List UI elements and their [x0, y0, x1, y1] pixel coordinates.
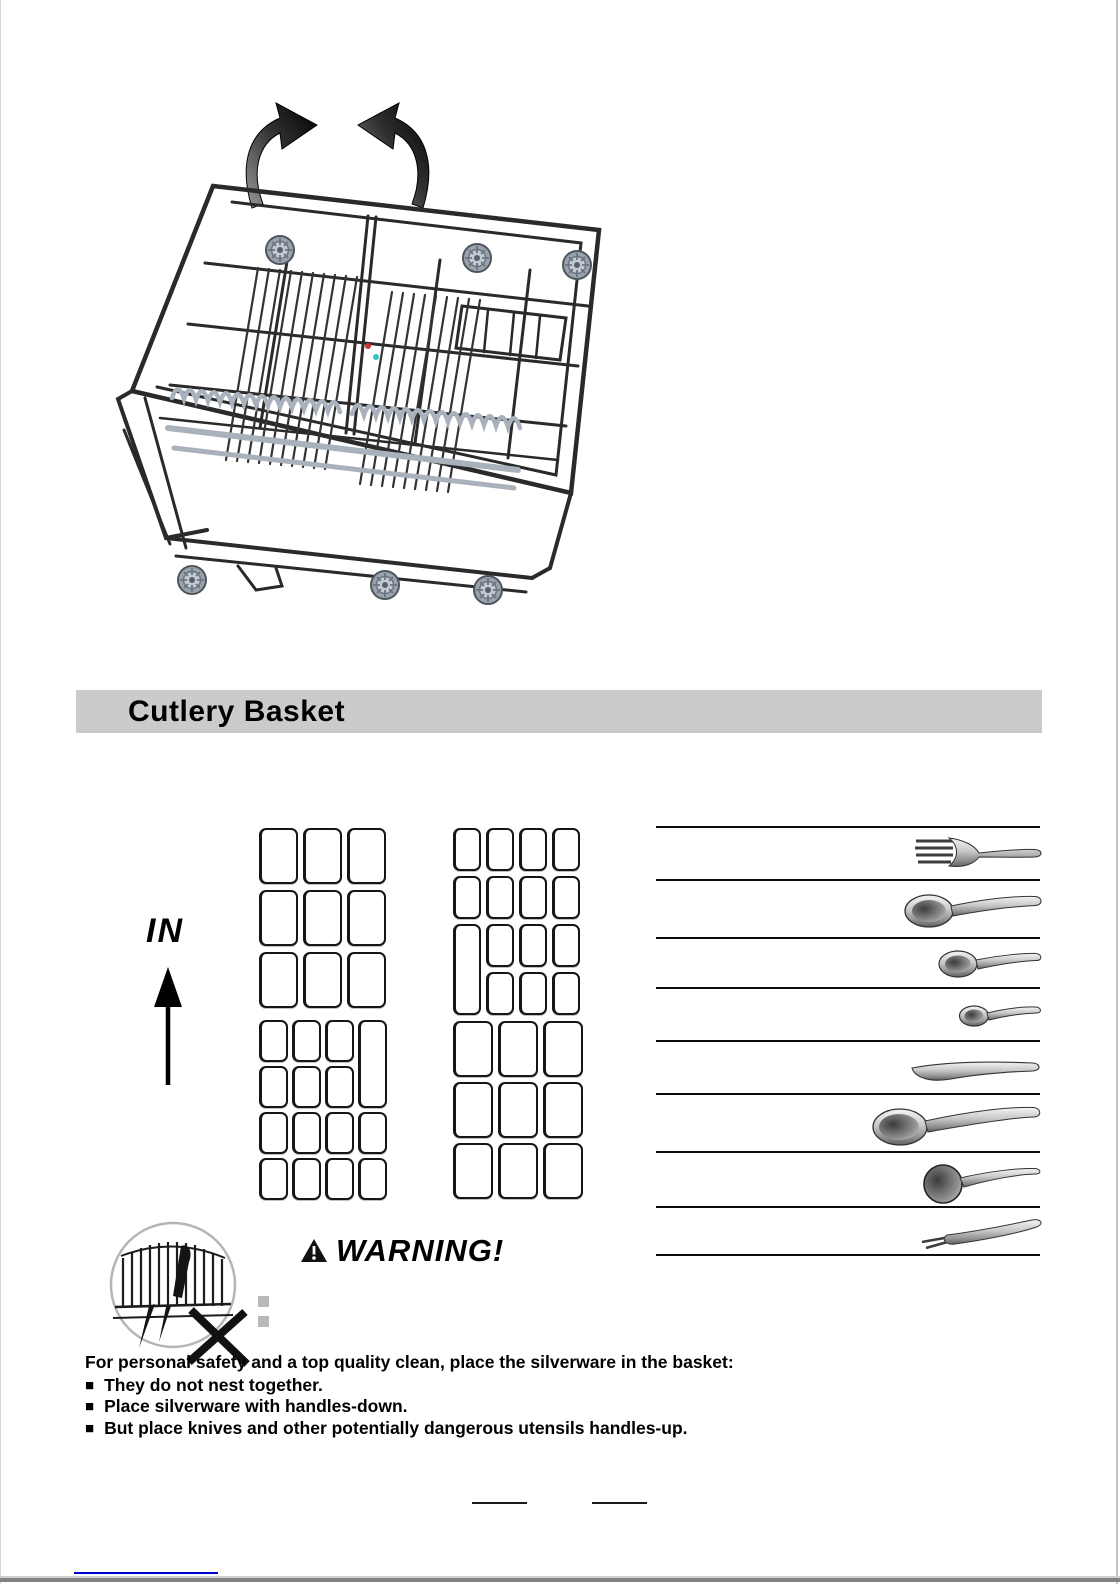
basket-compartment — [292, 1158, 321, 1200]
basket-compartment — [552, 972, 580, 1015]
basket-compartment — [453, 924, 481, 1015]
basket-grid-right-top — [453, 828, 580, 1015]
cad-marker-cyan — [373, 354, 379, 360]
basket-grid-right-bottom — [453, 1021, 583, 1199]
basket-compartment — [358, 1020, 387, 1108]
basket-compartment — [292, 1066, 321, 1108]
instruction-text: Place silverware with handles-down. — [104, 1396, 408, 1416]
rack-wheel — [266, 236, 294, 264]
divider-line — [592, 1502, 647, 1504]
rack-wheel — [474, 576, 502, 604]
basket-compartment — [453, 876, 481, 919]
warning-triangle-icon — [300, 1238, 328, 1264]
instruction-item — [85, 1396, 845, 1418]
basket-compartment — [358, 1158, 387, 1200]
basket-compartment — [259, 1112, 288, 1154]
basket-compartment — [325, 1158, 354, 1200]
basket-compartment — [259, 1158, 288, 1200]
basket-compartment — [486, 828, 514, 871]
basket-compartment — [303, 828, 342, 884]
cutlery-row — [656, 1093, 1040, 1151]
basket-compartment — [453, 1082, 493, 1138]
knife-icon — [907, 1050, 1045, 1086]
basket-compartment — [347, 890, 386, 946]
fold-arrow-right-icon — [358, 103, 429, 208]
basket-compartment — [292, 1112, 321, 1154]
basket-compartment — [259, 890, 298, 946]
basket-compartment — [498, 1143, 538, 1199]
basket-compartment — [303, 952, 342, 1008]
basket-compartment — [259, 1020, 288, 1062]
page-border-bottom — [0, 1578, 1120, 1582]
basket-compartment — [259, 1066, 288, 1108]
basket-compartment — [498, 1082, 538, 1138]
bullet-square-icon: ■ — [85, 1398, 95, 1415]
rack-wheel — [371, 571, 399, 599]
basket-compartment — [543, 1082, 583, 1138]
cad-marker-red — [365, 343, 371, 349]
rack-wheel — [178, 566, 206, 594]
basket-compartment — [486, 972, 514, 1015]
basket-compartment — [486, 924, 514, 967]
cutlery-row — [656, 879, 1040, 937]
basket-compartment — [486, 876, 514, 919]
basket-compartment — [325, 1020, 354, 1062]
section-banner — [76, 690, 1042, 733]
coffee-spoon-icon — [957, 997, 1045, 1033]
bullet-square-icon: ■ — [85, 1376, 95, 1394]
basket-compartment — [325, 1112, 354, 1154]
ladle-icon — [920, 1156, 1045, 1204]
instruction-text: But place knives and other potentially dangerous utensils handles-up. — [104, 1417, 688, 1438]
rack-wheel — [463, 244, 491, 272]
footer-accent-line — [74, 1572, 218, 1574]
fork-icon — [913, 834, 1045, 874]
warning-label: WARNING! — [336, 1233, 505, 1268]
warning-heading — [300, 1233, 504, 1269]
instruction-item — [85, 1375, 845, 1397]
teaspoon-icon — [937, 943, 1045, 983]
basket-compartment — [552, 924, 580, 967]
serving-spoon-icon — [871, 1100, 1045, 1146]
tablespoon-icon — [903, 887, 1045, 931]
cutlery-row — [656, 1040, 1040, 1093]
legend-square — [258, 1296, 269, 1307]
basket-compartment — [347, 828, 386, 884]
basket-compartment — [552, 876, 580, 919]
instruction-text: They do not nest together. — [104, 1374, 323, 1395]
basket-compartment — [259, 952, 298, 1008]
bullet-square-icon: ■ — [85, 1419, 95, 1437]
cutlery-row — [656, 987, 1040, 1040]
divider-line — [472, 1502, 527, 1504]
cutlery-row — [656, 826, 1040, 879]
basket-compartment — [519, 972, 547, 1015]
lower-rack-illustration — [110, 98, 630, 623]
legend-square — [258, 1316, 269, 1327]
section-title: Cutlery Basket — [128, 694, 346, 728]
basket-grid-left-top — [259, 828, 386, 1008]
rack-wheels — [178, 236, 591, 604]
instructions — [85, 1352, 845, 1439]
instructions-intro: For personal safety and a top quality clean, place the silverware in the basket: — [85, 1352, 734, 1372]
basket-compartment — [552, 828, 580, 871]
basket-grid-left-bottom — [259, 1020, 387, 1200]
cutlery-panel — [656, 826, 1040, 1256]
basket-compartment — [453, 828, 481, 871]
basket-compartment — [303, 890, 342, 946]
basket-compartment — [259, 828, 298, 884]
basket-compartment — [543, 1143, 583, 1199]
basket-compartment — [519, 828, 547, 871]
basket-compartment — [519, 876, 547, 919]
in-label: IN — [146, 912, 184, 950]
serving-fork-icon — [917, 1211, 1045, 1251]
basket-compartment — [347, 952, 386, 1008]
page-border-left — [0, 0, 1, 1584]
basket-compartment — [358, 1112, 387, 1154]
basket-compartment — [498, 1021, 538, 1077]
cutlery-row — [656, 937, 1040, 987]
basket-compartment — [325, 1066, 354, 1108]
warning-figure — [103, 1218, 253, 1368]
rack-wheel — [563, 251, 591, 279]
basket-compartment — [453, 1143, 493, 1199]
cutlery-row — [656, 1151, 1040, 1206]
page-border-right — [1116, 0, 1118, 1584]
instruction-item — [85, 1418, 845, 1440]
basket-compartment — [453, 1021, 493, 1077]
in-arrow-icon — [150, 963, 186, 1091]
cutlery-row — [656, 1206, 1040, 1256]
basket-compartment — [292, 1020, 321, 1062]
basket-compartment — [543, 1021, 583, 1077]
basket-compartment — [519, 924, 547, 967]
